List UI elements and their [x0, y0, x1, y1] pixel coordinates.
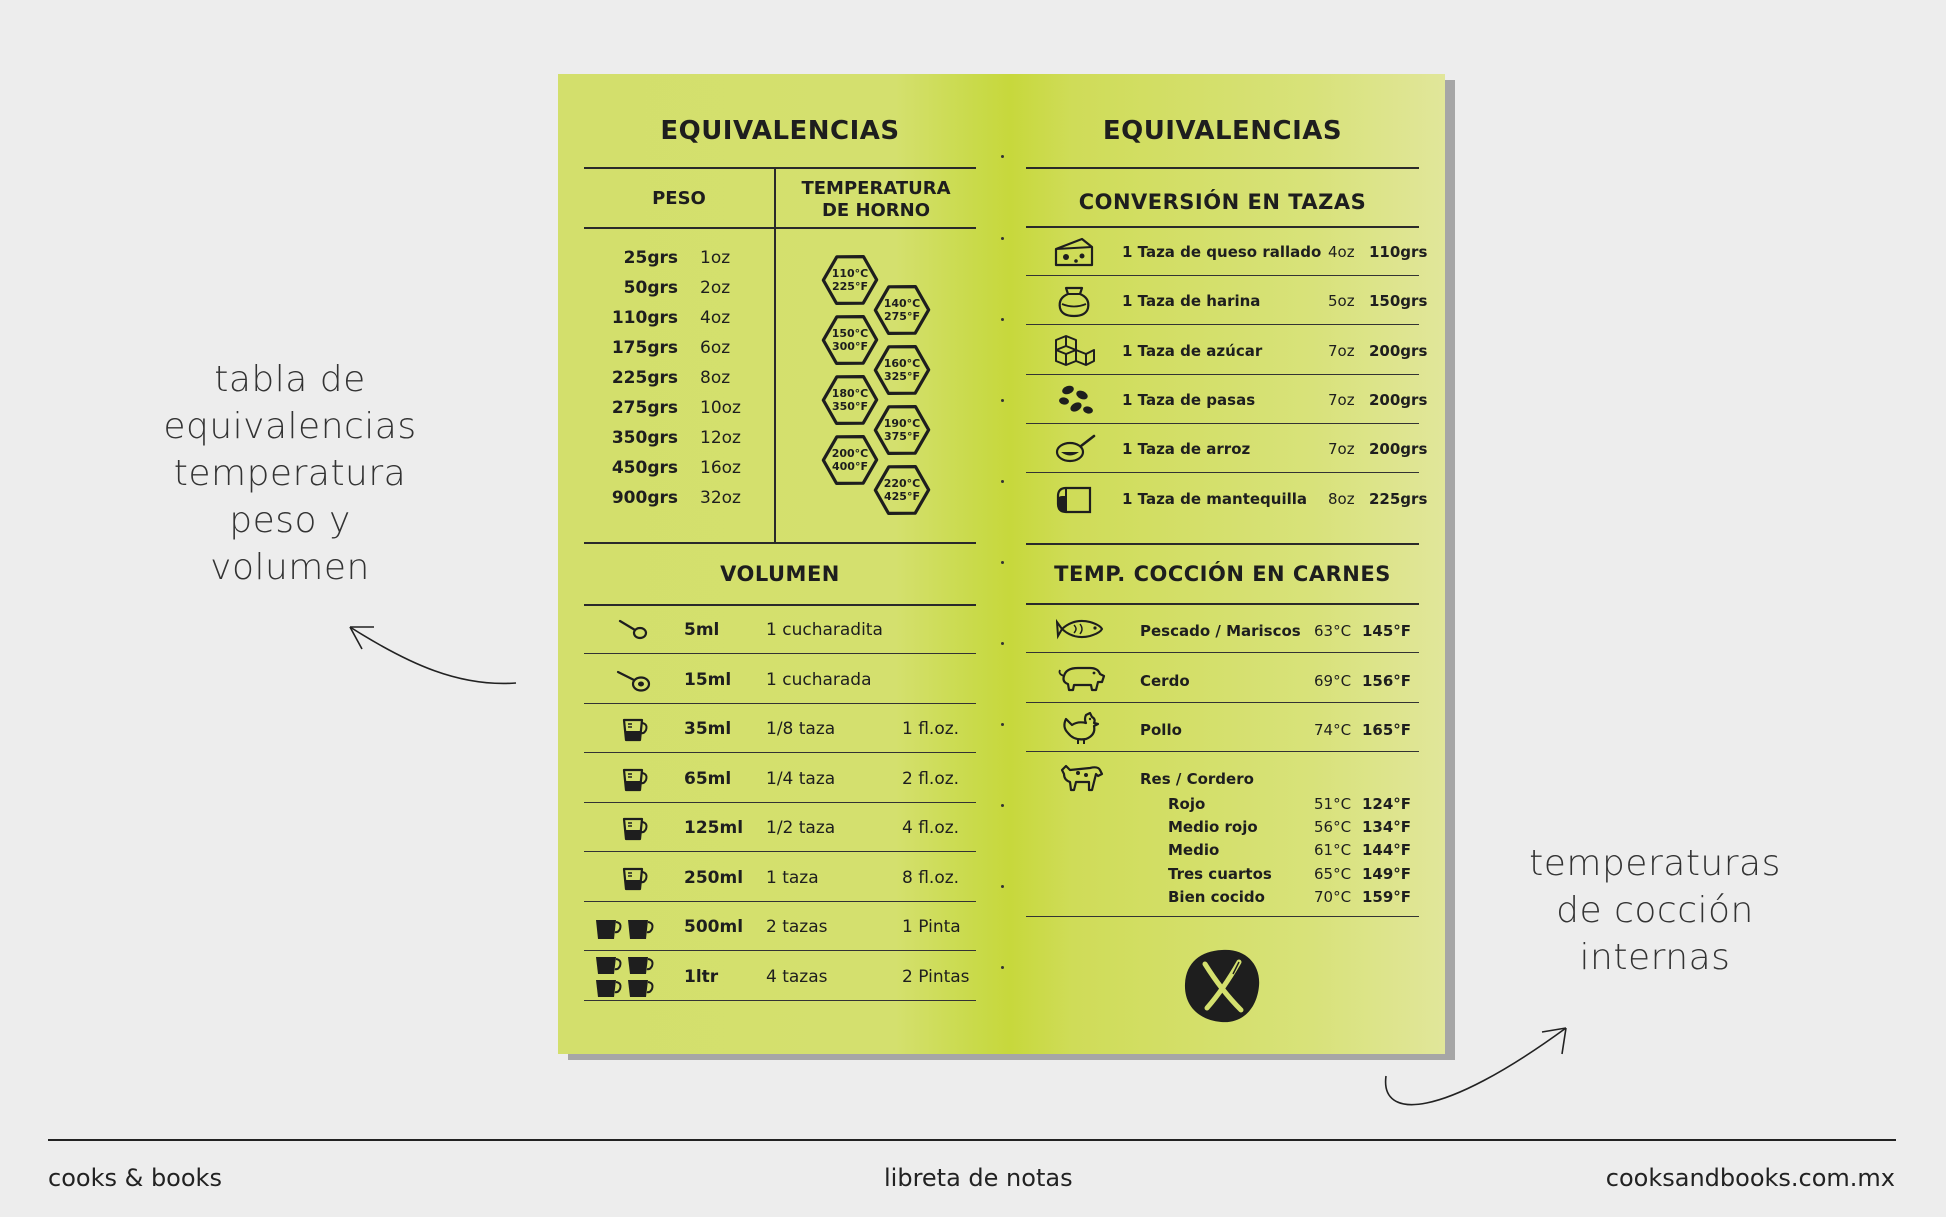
volume-row — [584, 605, 976, 654]
divider — [584, 542, 976, 544]
oven-header — [776, 178, 976, 222]
volume-title: VOLUMEN — [720, 562, 840, 586]
volume-cups: 4 tazas — [766, 966, 828, 987]
volume-floz: 2 fl.oz. — [902, 768, 960, 789]
footer-website-link[interactable]: cooksandbooks.com.mx — [1605, 1164, 1895, 1192]
weight-ounces: 1oz — [700, 248, 731, 268]
weight-ounces: 6oz — [700, 338, 731, 358]
oven-temp-fahrenheit: 325°F — [884, 370, 920, 383]
cup-ounces: 7oz — [1328, 390, 1355, 409]
teaspoon-icon — [614, 615, 654, 645]
measuring-cup-icon — [614, 764, 654, 794]
beef-doneness-row — [1026, 818, 1419, 841]
cup-row — [1026, 424, 1428, 473]
volume-row — [584, 902, 976, 951]
oven-temp-label — [821, 447, 879, 473]
spine-dot — [1001, 561, 1004, 564]
footer-brand: cooks & books — [48, 1164, 222, 1192]
doneness-label: Medio — [1168, 841, 1220, 860]
weight-grams: 900grs — [611, 488, 678, 508]
volume-row — [584, 754, 976, 803]
beef-doneness-row — [1026, 865, 1419, 888]
page-title: EQUIVALENCIAS — [660, 116, 900, 146]
oven-temp-hexagon — [821, 431, 879, 489]
beef-row — [1026, 752, 1419, 801]
chicken-icon — [1056, 711, 1106, 745]
beef-doneness-row — [1026, 888, 1419, 911]
weight-row — [584, 458, 774, 487]
volume-cups: 1/4 taza — [766, 768, 836, 789]
spine-dot — [1001, 480, 1004, 483]
oven-temp-label — [873, 477, 931, 503]
measuring-cup-icon — [614, 863, 654, 893]
oven-temp-celsius: 110°C — [831, 267, 869, 280]
meat-row — [1026, 604, 1419, 653]
cup-row — [1026, 227, 1428, 276]
cup-row — [1026, 474, 1428, 523]
left-page — [584, 74, 976, 1054]
arrow-left-icon — [340, 615, 525, 690]
cup-row — [1026, 375, 1428, 424]
page-title: EQUIVALENCIAS — [1102, 116, 1343, 146]
volume-ml: 1ltr — [684, 966, 719, 987]
oven-temp-label — [821, 387, 879, 413]
oven-temp-hexagon — [821, 251, 879, 309]
weight-header: PESO — [652, 188, 706, 209]
meat-row — [1026, 703, 1419, 752]
beef-doneness-row — [1026, 795, 1419, 818]
cup-label: 1 Taza de mantequilla — [1122, 489, 1308, 508]
meat-fahrenheit: 165°F — [1362, 721, 1412, 739]
oven-temp-fahrenheit: 350°F — [832, 400, 868, 413]
weight-row — [584, 308, 774, 337]
doneness-fahrenheit: 144°F — [1362, 841, 1412, 860]
divider — [584, 167, 976, 169]
volume-ml: 65ml — [684, 768, 732, 789]
oven-temp-celsius: 220°C — [883, 477, 921, 490]
right-page — [1026, 74, 1428, 1054]
doneness-label: Rojo — [1168, 795, 1206, 813]
spine-dot — [1001, 237, 1004, 240]
weight-row — [584, 428, 774, 457]
weight-ounces: 4oz — [700, 308, 731, 328]
oven-header-line: TEMPERATURA — [801, 178, 951, 199]
spine-dot — [1001, 723, 1004, 726]
doneness-celsius: 70°C — [1314, 887, 1352, 906]
volume-floz: 2 Pintas — [902, 966, 970, 987]
divider — [1026, 916, 1419, 917]
cup-label: 1 Taza de pasas — [1122, 390, 1256, 409]
oven-temp-celsius: 150°C — [831, 327, 869, 340]
oven-temp-fahrenheit: 225°F — [832, 280, 868, 293]
oven-temp-celsius: 200°C — [831, 447, 869, 460]
oven-temp-fahrenheit: 300°F — [832, 340, 868, 353]
doneness-label: Medio rojo — [1168, 818, 1258, 837]
oven-temp-hexagon — [873, 281, 931, 339]
weight-ounces: 12oz — [700, 428, 741, 448]
divider — [1026, 543, 1419, 545]
doneness-celsius: 61°C — [1314, 841, 1352, 860]
weight-grams: 50grs — [623, 278, 678, 298]
sugar-cubes-icon — [1052, 334, 1096, 368]
oven-temp-fahrenheit: 400°F — [832, 460, 868, 473]
annotation-line: volumen — [210, 547, 370, 588]
volume-ml: 250ml — [684, 867, 744, 888]
row-divider — [584, 1000, 976, 1001]
annotation-line: tabla de — [214, 359, 366, 400]
pig-icon — [1056, 662, 1106, 696]
weight-grams: 225grs — [611, 368, 678, 388]
oven-temp-celsius: 180°C — [831, 387, 869, 400]
weight-grams: 110grs — [611, 308, 678, 328]
meat-fahrenheit: 156°F — [1362, 671, 1412, 690]
cup-grams: 200grs — [1369, 440, 1428, 459]
weight-grams: 350grs — [611, 428, 678, 448]
doneness-fahrenheit: 124°F — [1362, 795, 1412, 813]
oven-temp-label — [821, 267, 879, 293]
cup-label: 1 Taza de azúcar — [1122, 341, 1263, 360]
meat-title: TEMP. COCCIÓN EN CARNES — [1054, 562, 1391, 586]
oven-temp-celsius: 140°C — [883, 297, 921, 310]
divider — [584, 227, 976, 229]
meat-label: Pescado / Mariscos — [1140, 622, 1301, 640]
fish-icon — [1056, 612, 1106, 646]
oven-temp-fahrenheit: 275°F — [884, 310, 920, 323]
doneness-celsius: 51°C — [1314, 795, 1352, 813]
cup-grams: 150grs — [1369, 292, 1428, 311]
spine-dot — [1001, 155, 1004, 158]
weight-ounces: 10oz — [700, 398, 741, 418]
annotation-right — [1500, 840, 1810, 981]
volume-cups: 1 taza — [766, 867, 819, 888]
beef-label: Res / Cordero — [1140, 770, 1254, 788]
weight-ounces: 2oz — [700, 278, 731, 298]
oven-header-line: DE HORNO — [821, 200, 931, 221]
annotation-line: peso y — [229, 500, 351, 541]
tablespoon-icon — [614, 665, 654, 695]
weight-grams: 450grs — [611, 458, 678, 478]
doneness-celsius: 65°C — [1314, 864, 1352, 883]
butter-icon — [1052, 482, 1096, 516]
column-divider — [774, 167, 776, 542]
volume-cups: 2 tazas — [766, 917, 828, 937]
annotation-left — [140, 356, 440, 591]
rice-spoon-icon — [1052, 432, 1096, 466]
annotation-line: temperaturas — [1529, 843, 1781, 884]
doneness-fahrenheit: 134°F — [1362, 818, 1412, 837]
spine-dot — [1001, 966, 1004, 969]
volume-floz: 4 fl.oz. — [902, 818, 960, 838]
weight-ounces: 8oz — [700, 368, 731, 388]
volume-ml: 5ml — [684, 620, 720, 640]
weight-row — [584, 488, 774, 517]
oven-temp-hexagon — [821, 311, 879, 369]
oven-temp-hexagon — [821, 371, 879, 429]
cup-ounces: 4oz — [1328, 243, 1355, 261]
weight-row — [584, 398, 774, 427]
cup-label: 1 Taza de queso rallado — [1122, 243, 1322, 261]
volume-cups: 1/2 taza — [766, 818, 836, 838]
cup-grams: 225grs — [1369, 489, 1428, 508]
oven-temp-label — [821, 327, 879, 353]
oven-temp-label — [873, 417, 931, 443]
oven-temp-fahrenheit: 375°F — [884, 430, 920, 443]
weight-row — [584, 248, 774, 277]
meat-celsius: 69°C — [1314, 671, 1352, 690]
oven-temp-celsius: 190°C — [883, 417, 921, 430]
divider — [1026, 167, 1419, 169]
cup-ounces: 7oz — [1328, 341, 1355, 360]
volume-row — [584, 704, 976, 753]
oven-temp-fahrenheit: 425°F — [884, 490, 920, 503]
annotation-line: temperatura — [173, 453, 407, 494]
weight-row — [584, 368, 774, 397]
measuring-cup-icon — [614, 714, 654, 744]
meat-label: Pollo — [1140, 721, 1182, 739]
weight-grams: 25grs — [623, 248, 678, 268]
oven-temp-hexagon — [873, 341, 931, 399]
volume-row — [584, 655, 976, 704]
oven-temp-label — [873, 357, 931, 383]
oven-temp-hexagon — [873, 461, 931, 519]
annotation-line: internas — [1579, 937, 1731, 978]
cup-ounces: 8oz — [1328, 489, 1355, 508]
annotation-line: de cocción — [1556, 890, 1754, 931]
volume-row — [584, 952, 976, 1001]
flour-bag-icon — [1052, 284, 1096, 318]
four-cups-icon — [592, 955, 662, 985]
meat-celsius: 63°C — [1314, 622, 1352, 640]
meat-row — [1026, 654, 1419, 703]
cup-label: 1 Taza de harina — [1122, 292, 1261, 311]
cup-grams: 200grs — [1369, 341, 1428, 360]
doneness-label: Bien cocido — [1168, 887, 1265, 906]
oven-temp-label — [873, 297, 931, 323]
spine-dot — [1001, 399, 1004, 402]
doneness-fahrenheit: 149°F — [1362, 864, 1412, 883]
weight-grams: 275grs — [611, 398, 678, 418]
weight-row — [584, 338, 774, 367]
volume-ml: 500ml — [684, 917, 744, 937]
oven-temp-celsius: 160°C — [883, 357, 921, 370]
footer-product: libreta de notas — [884, 1164, 1073, 1192]
annotation-line: equivalencias — [163, 406, 417, 447]
notebook-spread — [558, 74, 1445, 1054]
raisins-icon — [1052, 383, 1096, 417]
footer-divider — [48, 1139, 1896, 1141]
cup-label: 1 Taza de arroz — [1122, 440, 1251, 459]
meat-celsius: 74°C — [1314, 721, 1352, 739]
volume-row — [584, 803, 976, 852]
measuring-cup-icon — [614, 813, 654, 843]
volume-cups: 1 cucharadita — [766, 620, 883, 640]
spine-dot — [1001, 318, 1004, 321]
doneness-fahrenheit: 159°F — [1362, 887, 1412, 906]
cups-title: CONVERSIÓN EN TAZAS — [1078, 190, 1367, 214]
doneness-celsius: 56°C — [1314, 818, 1352, 837]
spine-dot — [1001, 885, 1004, 888]
oven-temp-hexagon — [873, 401, 931, 459]
volume-ml: 125ml — [684, 818, 744, 838]
volume-ml: 15ml — [684, 669, 732, 690]
volume-floz: 8 fl.oz. — [902, 867, 960, 888]
volume-row — [584, 853, 976, 902]
weight-ounces: 32oz — [700, 488, 741, 508]
weight-grams: 175grs — [611, 338, 678, 358]
cup-grams: 200grs — [1369, 390, 1428, 409]
volume-ml: 35ml — [684, 719, 732, 739]
meat-fahrenheit: 145°F — [1362, 622, 1412, 640]
weight-row — [584, 278, 774, 307]
cooks-and-books-logo-icon — [1181, 946, 1263, 1026]
cup-row — [1026, 276, 1428, 325]
volume-floz: 1 fl.oz. — [902, 719, 960, 739]
cheese-icon — [1052, 235, 1096, 269]
cup-ounces: 5oz — [1328, 292, 1355, 311]
weight-ounces: 16oz — [700, 458, 741, 478]
two-cups-icon — [592, 912, 662, 942]
cup-grams: 110grs — [1369, 243, 1428, 261]
cow-icon — [1056, 760, 1106, 794]
volume-cups: 1 cucharada — [766, 669, 872, 690]
meat-label: Cerdo — [1140, 671, 1190, 690]
cup-ounces: 7oz — [1328, 440, 1355, 459]
volume-floz: 1 Pinta — [902, 917, 961, 937]
doneness-label: Tres cuartos — [1168, 864, 1272, 883]
volume-cups: 1/8 taza — [766, 719, 836, 739]
cup-row — [1026, 326, 1428, 375]
spine-dot — [1001, 804, 1004, 807]
spine-dot — [1001, 642, 1004, 645]
beef-doneness-row — [1026, 841, 1419, 864]
